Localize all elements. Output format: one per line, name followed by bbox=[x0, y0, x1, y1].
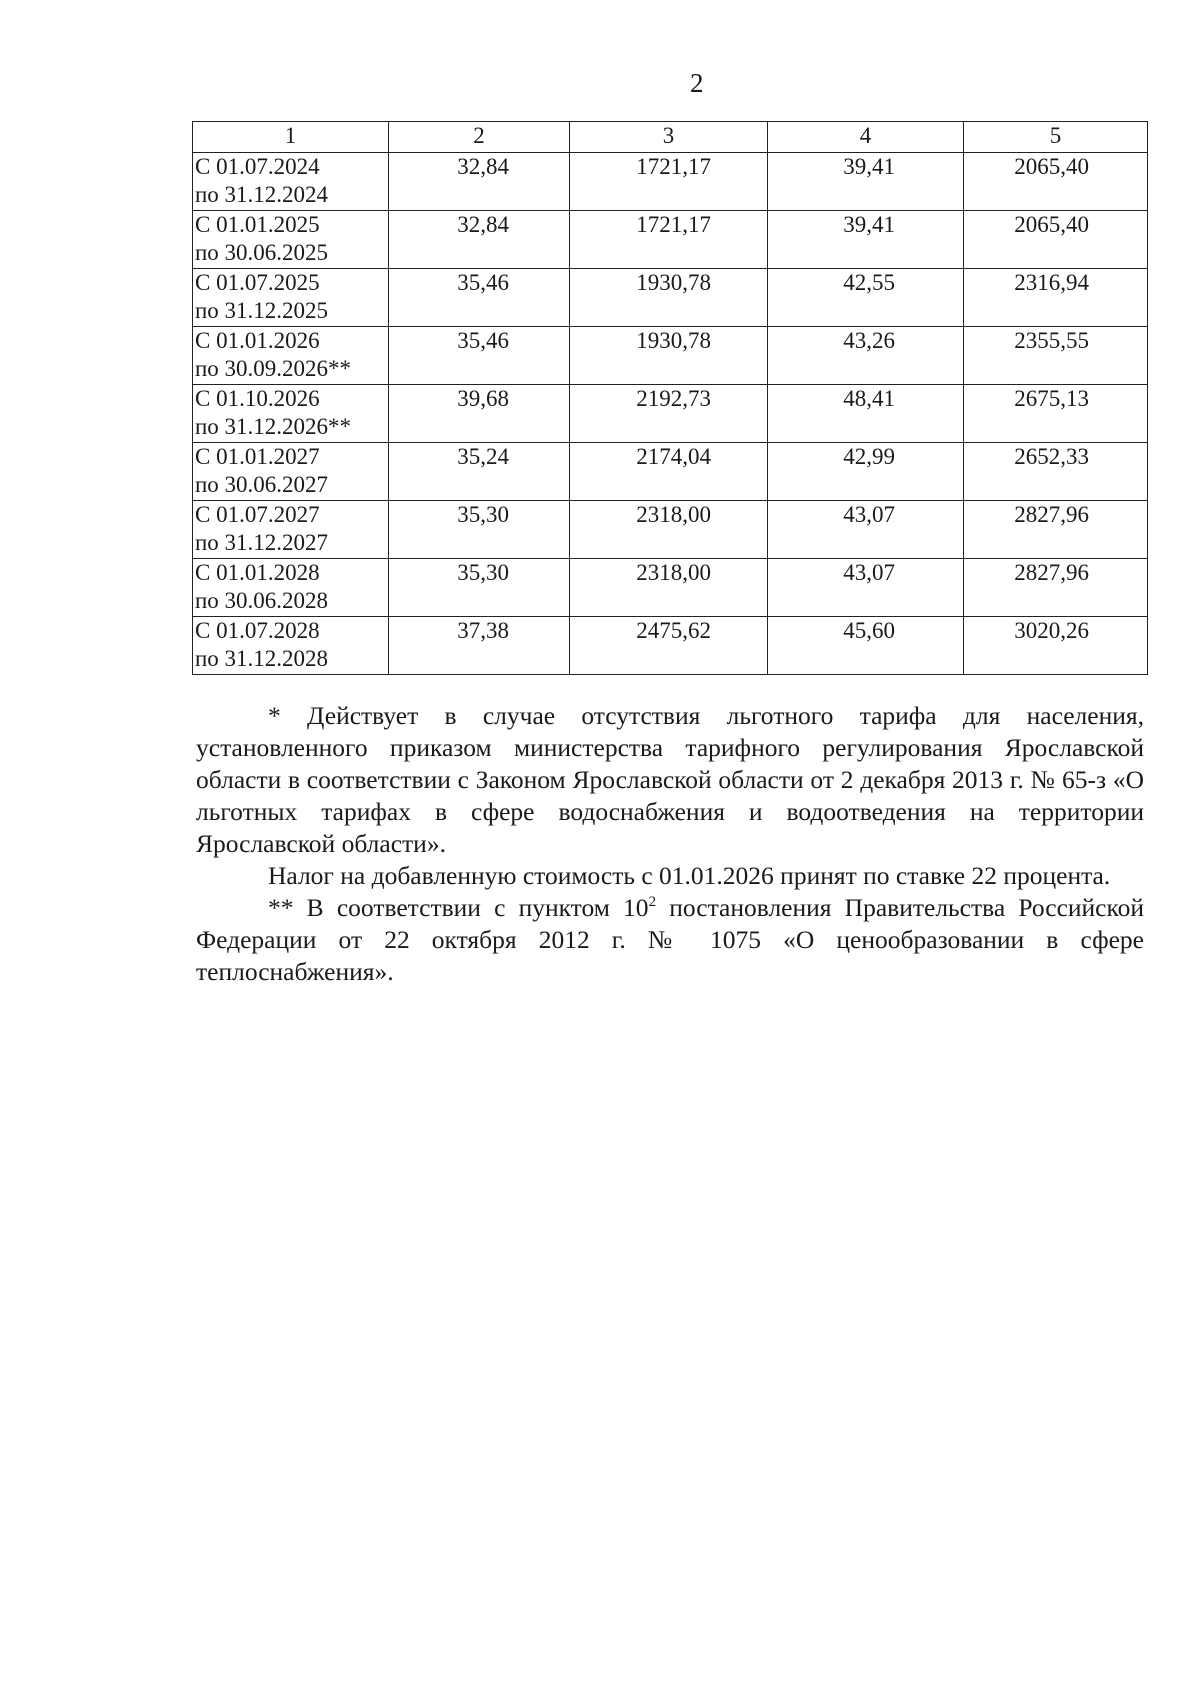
footnote-government-decree bbox=[196, 892, 1144, 988]
value-cell-c5: 2827,96 bbox=[964, 559, 1148, 617]
period-to: по 30.06.2027 bbox=[195, 472, 329, 497]
period-cell bbox=[193, 617, 389, 675]
value-cell-c2: 39,68 bbox=[389, 385, 570, 443]
tariff-table bbox=[192, 121, 1148, 675]
value-cell-c5: 2316,94 bbox=[964, 269, 1148, 327]
period-to: по 31.12.2027 bbox=[195, 530, 329, 555]
column-header: 4 bbox=[768, 122, 964, 153]
period-from: С 01.07.2025 bbox=[195, 270, 320, 295]
value-cell-c3: 1721,17 bbox=[570, 211, 768, 269]
value-cell-c4: 42,55 bbox=[768, 269, 964, 327]
superscript: 2 bbox=[648, 894, 657, 910]
footnote-preferential-tariff: * Действует в случае отсутствия льготного тарифа для населения, установленного приказом министерства тарифного регулирования Ярославской области в соответствии с Законом Ярославской области от 2 декабря 2013 г. № 65-з «О льготных тарифах в сфере водоснабжения и водоотведения на территории Ярославской области». bbox=[196, 701, 1144, 858]
period-to: по 31.12.2026** bbox=[195, 414, 352, 439]
table-row bbox=[193, 153, 1148, 211]
value-cell-c4: 43,07 bbox=[768, 501, 964, 559]
value-cell-c3: 1721,17 bbox=[570, 153, 768, 211]
table-row bbox=[193, 559, 1148, 617]
column-header: 5 bbox=[964, 122, 1148, 153]
value-cell-c5: 2827,96 bbox=[964, 501, 1148, 559]
period-cell bbox=[193, 385, 389, 443]
table-row bbox=[193, 385, 1148, 443]
value-cell-c3: 2318,00 bbox=[570, 501, 768, 559]
period-to: по 31.12.2024 bbox=[195, 182, 329, 207]
period-to: по 31.12.2028 bbox=[195, 646, 329, 671]
value-cell-c2: 37,38 bbox=[389, 617, 570, 675]
period-cell bbox=[193, 327, 389, 385]
value-cell-c5: 2065,40 bbox=[964, 153, 1148, 211]
period-cell bbox=[193, 211, 389, 269]
value-cell-c4: 39,41 bbox=[768, 211, 964, 269]
column-header: 1 bbox=[193, 122, 389, 153]
value-cell-c3: 2318,00 bbox=[570, 559, 768, 617]
period-from: С 01.01.2026 bbox=[195, 328, 320, 353]
value-cell-c2: 35,46 bbox=[389, 327, 570, 385]
table-row bbox=[193, 211, 1148, 269]
value-cell-c4: 48,41 bbox=[768, 385, 964, 443]
value-cell-c3: 1930,78 bbox=[570, 327, 768, 385]
period-to: по 30.09.2026** bbox=[195, 356, 352, 381]
table-row bbox=[193, 327, 1148, 385]
value-cell-c2: 35,46 bbox=[389, 269, 570, 327]
value-cell-c3: 1930,78 bbox=[570, 269, 768, 327]
vat-note: Налог на добавленную стоимость с 01.01.2026 принят по ставке 22 процента. bbox=[268, 861, 1111, 890]
value-cell-c2: 32,84 bbox=[389, 211, 570, 269]
column-header: 3 bbox=[570, 122, 768, 153]
value-cell-c5: 2355,55 bbox=[964, 327, 1148, 385]
value-cell-c2: 35,24 bbox=[389, 443, 570, 501]
period-from: С 01.01.2027 bbox=[195, 444, 320, 469]
table-row bbox=[193, 443, 1148, 501]
page-number: 2 bbox=[690, 68, 704, 98]
period-to: по 31.12.2025 bbox=[195, 298, 329, 323]
value-cell-c2: 35,30 bbox=[389, 501, 570, 559]
table-row bbox=[193, 269, 1148, 327]
note3-text: ** В соответствии с пунктом 10 bbox=[268, 893, 649, 922]
value-cell-c4: 43,26 bbox=[768, 327, 964, 385]
column-header: 2 bbox=[389, 122, 570, 153]
table-row bbox=[193, 501, 1148, 559]
period-from: С 01.07.2028 bbox=[195, 618, 320, 643]
value-cell-c5: 2065,40 bbox=[964, 211, 1148, 269]
value-cell-c2: 35,30 bbox=[389, 559, 570, 617]
period-from: С 01.07.2024 bbox=[195, 154, 320, 179]
period-from: С 01.01.2028 bbox=[195, 560, 320, 585]
value-cell-c4: 43,07 bbox=[768, 559, 964, 617]
value-cell-c5: 2652,33 bbox=[964, 443, 1148, 501]
period-cell bbox=[193, 443, 389, 501]
value-cell-c5: 2675,13 bbox=[964, 385, 1148, 443]
table-header-row bbox=[193, 122, 1148, 153]
value-cell-c5: 3020,26 bbox=[964, 617, 1148, 675]
period-cell bbox=[193, 269, 389, 327]
value-cell-c4: 45,60 bbox=[768, 617, 964, 675]
period-from: С 01.01.2025 bbox=[195, 212, 320, 237]
value-cell-c3: 2174,04 bbox=[570, 443, 768, 501]
period-cell bbox=[193, 559, 389, 617]
value-cell-c4: 39,41 bbox=[768, 153, 964, 211]
table-row bbox=[193, 617, 1148, 675]
value-cell-c2: 32,84 bbox=[389, 153, 570, 211]
period-from: С 01.10.2026 bbox=[195, 386, 320, 411]
value-cell-c3: 2475,62 bbox=[570, 617, 768, 675]
period-cell bbox=[193, 501, 389, 559]
period-to: по 30.06.2028 bbox=[195, 588, 329, 613]
value-cell-c4: 42,99 bbox=[768, 443, 964, 501]
footnotes bbox=[196, 700, 1144, 988]
period-cell bbox=[193, 153, 389, 211]
period-from: С 01.07.2027 bbox=[195, 502, 320, 527]
value-cell-c3: 2192,73 bbox=[570, 385, 768, 443]
note3-text-rest: постановления Правительства Российской Федерации от 22 октября 2012 г. № 1075 «О ценообразовании в сфере теплоснабжения». bbox=[196, 893, 1144, 986]
period-to: по 30.06.2025 bbox=[195, 240, 329, 265]
